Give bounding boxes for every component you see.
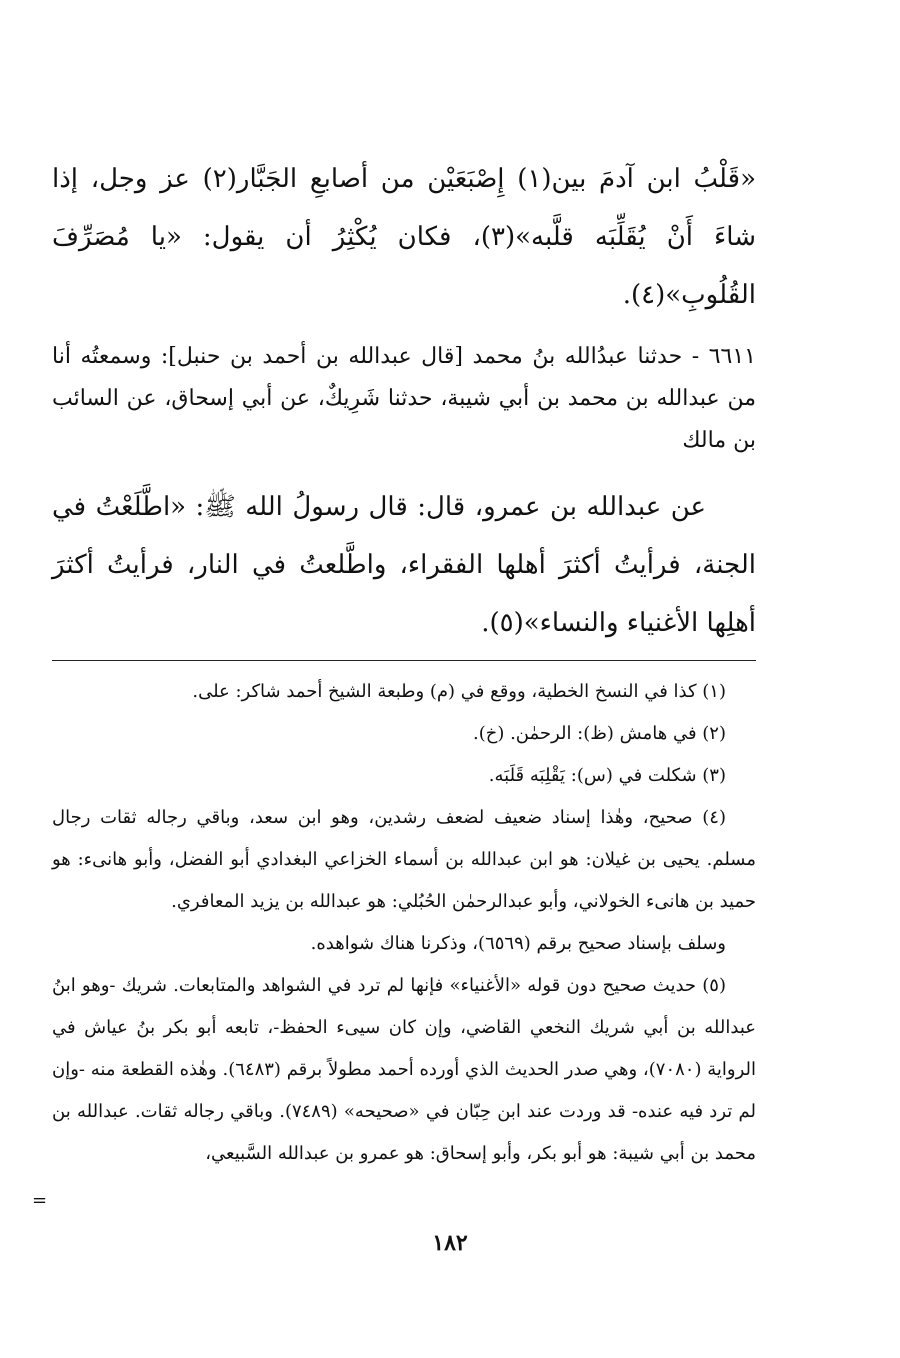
footnote-1: (١) كذا في النسخ الخطية، ووقع في (م) وطبعة الشيخ أحمد شاكر: على. [192,681,726,702]
continuation-mark: = [32,1190,48,1211]
footnote-5: (٥) حديث صحيح دون قوله «الأغنياء» فإنها لم ترد في الشواهد والمتابعات. شريك -وهو ابنُ عبدالله بن أبي شريك النخعي القاضي، وإن كان سيىء الحفظ-، تابعه أبو بكر بنُ عياش في الرواية (٧٠٨٠)، وهي صدر الحديث الذي أورده أحمد مطولاً برقم (٦٤٨٣). وهٰذه القطعة منه -وإن لم ترد فيه عنده- قد وردت عند ابن حِبّان في «صحيحه» (٧٤٨٩). وباقي رجاله ثقات. عبدالله بن محمد بن أبي شيبة: هو أبو بكر، وأبو إسحاق: هو عمرو بن عبدالله السَّبيعي، [52,975,757,1164]
page-content [52,150,756,1175]
footnote-3: (٣) شكلت في (س): يَقْلِبَه قَلَبَه. [488,765,726,786]
footnotes [52,671,756,1175]
footnote-4: (٤) صحيح، وهٰذا إسناد ضعيف لضعف رشدين، وهو ابن سعد، وباقي رجاله ثقات رجال مسلم. يحيى بن غيلان: هو ابن عبدالله بن أسماء الخزاعي البغدادي أبو الفضل، وأبو هانىء: هو حميد بن هانىء الخولاني، وأبو عبدالرحمٰن الحُبُلي: هو عبدالله بن يزيد المعافري. [52,807,756,912]
matn-paragraph: عن عبدالله بن عمرو، قال: قال رسولُ الله ﷺ: «اطَّلَعْتُ في الجنة، فرأيتُ أكثرَ أهلها الفقراء، واطَّلعتُ في النار، فرأيتُ أكثرَ أهلِها الأغنياء والنساء»(٥). [52,492,756,638]
footnote-4-continued: وسلف بإسناد صحيح برقم (٦٥٦٩)، وذكرنا هناك شواهده. [310,933,726,954]
footnote-2: (٢) في هامش (ظ): الرحمٰن. (خ). [472,723,726,744]
hadith-text: «قَلْبُ ابن آدمَ بين(١) إِصْبَعَيْن من أصابعِ الجَبَّار(٢) عز وجل، إذا شاءَ أَنْ يُقَلِّبَه قلَّبه»(٣)، فكان يُكْثِرُ أن يقول: «يا مُصَرِّفَ القُلُوبِ»(٤). [52,164,756,310]
footnote-separator [52,660,756,661]
isnad-paragraph: ٦٦١١ - حدثنا عبدُالله بنُ محمد [قال عبدالله بن أحمد بن حنبل]: وسمعتُه أنا من عبدالله بن محمد بن أبي شيبة، حدثنا شَرِيكٌ، عن أبي إسحاق، عن السائب بن مالك [52,344,756,453]
page-number: ١٨٢ [432,1230,468,1256]
